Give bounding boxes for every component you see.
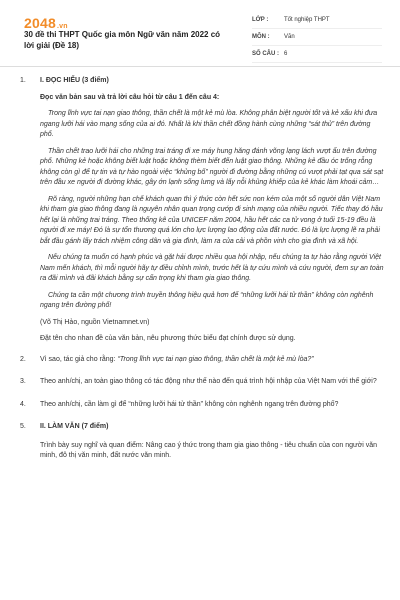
- question-text: [40, 355, 384, 366]
- question-number: 3.: [20, 378, 26, 385]
- meta-row-question-count: [252, 46, 382, 63]
- reading-body: [40, 93, 384, 345]
- section-title: II. LÀM VĂN (7 điểm): [40, 423, 109, 430]
- passage-paragraph: Chúng ta cần một chương trình truyền thông hiệu quả hơn để “những lưỡi hái tử thần” không còn nghênh ngang trên đường phố!: [40, 291, 374, 309]
- section-writing: [20, 422, 384, 433]
- question-1-text: Đặt tên cho nhan đề của văn bản, nêu phương thức biểu đạt chính được sử dụng.: [40, 335, 296, 342]
- meta-value: 6: [284, 51, 288, 57]
- passage-paragraph: Nếu chúng ta muốn có hạnh phúc và gặt hái được nhiều qua hội nhập, nếu chúng ta tự hào rằng người Việt Nam mến khách, thì mỗi người hãy tự điều chỉnh mình, trước hết là tự cứu mình và cứu người, đem sự an toàn ra đãi mình và đãi khách bằng sự cẩn trọng khi tham gia giao thông.: [40, 254, 384, 282]
- passage-paragraph: Rõ ràng, người những hạn chế khách quan thì ý thức còn hết sức non kém của một số người dân Việt Nam khi tham gia giao thông đang là nguyên nhân quan trọng cướp đi sinh mạng của nhiều người. Tiếc thay đó hầu hết lại là những trai tráng. Theo thống kê của UNICEF năm 2004, hầu hết các ca tử vong ở tuổi 15-19 đều là người đi xe máy! Đó là sự tổn thương quá lớn cho lực lượng lao động của đất nước. Đó là lực lượng lẽ ra phải bắt đầu gánh lấy trách nhiệm công dân và gia đình, làm ra của cải và phồn vinh cho gia đình và xã hội.: [40, 195, 383, 245]
- question-text: Theo anh/chị, cần làm gì để “những lưỡi hái tử thần” không còn nghênh ngang trên đường phố?: [40, 400, 339, 408]
- question-text: Theo anh/chị, an toàn giao thông có tác động như thế nào đến quá trình hội nhập của Việt Nam với thế giới?: [40, 378, 377, 385]
- logo-suffix: .vn: [56, 23, 68, 30]
- question-number: 4.: [20, 400, 26, 408]
- page-header: [0, 0, 400, 67]
- meta-key: LỚP :: [252, 17, 269, 23]
- meta-value: Tốt nghiệp THPT: [284, 17, 330, 23]
- question-number: 2.: [20, 355, 26, 363]
- document-title: 30 đề thi THPT Quốc gia môn Ngữ văn năm 2022 có lời giải (Đề 18): [24, 30, 221, 50]
- meta-key: MÔN :: [252, 34, 270, 40]
- meta-row-class: [252, 12, 382, 29]
- passage-paragraph: Trong lĩnh vực tai nạn giao thông, thần chết là một kẻ mù lòa. Không phân biệt người tốt và kẻ xấu khi đưa ngang lưỡi hái vào mạng sống của ai đó. Nhất là khi thần chết đồng hành cùng những “sát thủ” trên đường phố.: [40, 110, 378, 138]
- logo-main: 2048: [24, 15, 56, 31]
- question-quote: “Trong lĩnh vực tai nạn giao thông, thần chết là một kẻ mù lòa?”: [117, 355, 314, 363]
- passage-source: (Võ Thị Hảo, nguồn Vietnamnet.vn): [40, 318, 150, 326]
- question-2: [20, 355, 384, 366]
- exam-content: [20, 76, 384, 468]
- writing-body: [40, 441, 384, 462]
- essay-prompt: Trình bày suy nghĩ và quan điểm: Nâng cao ý thức trong tham gia giao thông - tiêu chuẩn của con người văn minh, đô thị văn minh, đất nước văn minh.: [40, 441, 378, 459]
- meta-key: SỐ CÂU :: [252, 51, 279, 57]
- section-reading: [20, 76, 384, 87]
- site-logo[interactable]: [24, 15, 68, 31]
- passage-paragraph: Thần chết trao lưỡi hái cho những trai tráng đi xe máy hung hăng đánh võng lạng lách vượt ẩu trên đường phố. Những kẻ hoặc không biết luật hoặc không thèm biết đến luật giao thông. Những kẻ đầu óc trống rỗng không còn gì để tự tin và tự hào ngoài việc “khủng bố” người đi đường bằng những cú vượt phải tạt qua sát sạt trên đầu xe người đi đường khác, gây ớn lạnh sống lưng và lấy nỗi khủng khiếp của kẻ khác làm khoái cảm…: [40, 147, 384, 186]
- meta-row-subject: [252, 29, 382, 46]
- question-4: [20, 400, 384, 411]
- question-3: [20, 377, 384, 388]
- question-prefix: Vì sao, tác giả cho rằng:: [40, 355, 118, 363]
- section-title: I. ĐỌC HIỂU (3 điểm): [40, 77, 109, 84]
- reading-instruction: Đọc văn bản sau và trả lời câu hỏi từ câu 1 đến câu 4:: [40, 93, 220, 101]
- meta-table: [252, 12, 382, 63]
- question-number: 1.: [20, 77, 26, 84]
- meta-value: Văn: [284, 34, 295, 40]
- question-number: 5.: [20, 423, 26, 430]
